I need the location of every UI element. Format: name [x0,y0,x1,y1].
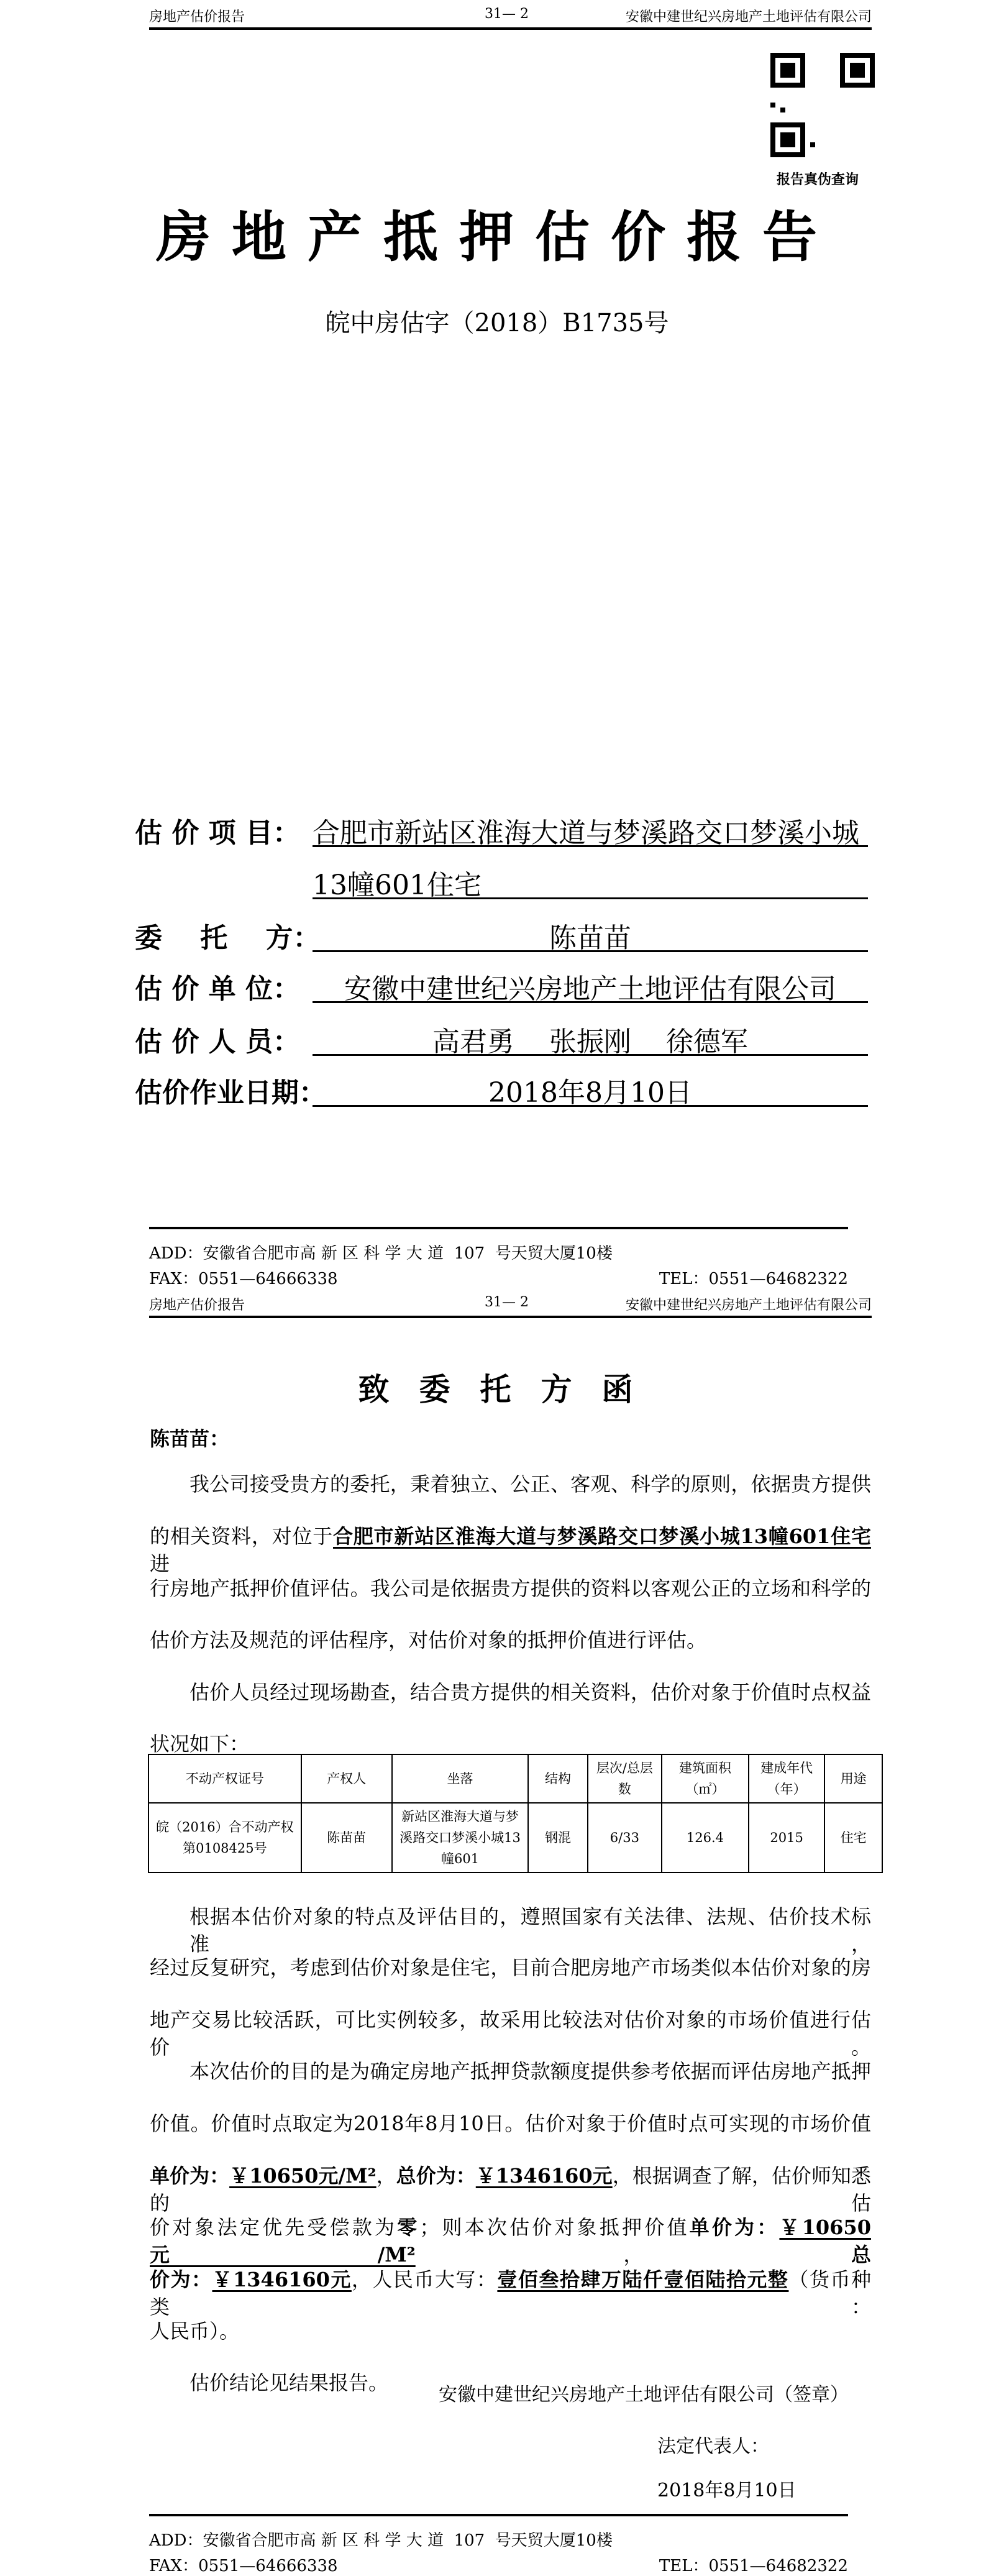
header-page-number: 31— 2 [485,6,529,22]
text-run: ，根据调查了解，估价师知悉的估 [150,2164,871,2215]
table-cell: 2015 [749,1803,825,1872]
paragraph-line [150,1954,871,1981]
property-table [148,1754,883,1873]
text-run: 估价方法及规范的评估程序，对估价对象的抵押价值进行评估。 [150,1628,707,1652]
table-row [148,1803,882,1872]
paragraph-line [150,2058,871,2085]
footer-divider [149,1227,848,1229]
table-cell: 皖（2016）合不动产权第0108425号 [148,1803,301,1872]
text-run: 人民币）。 [150,2319,240,2343]
header-company: 安徽中建世纪兴房地产土地评估有限公司 [625,9,872,25]
legal-representative: 法定代表人： [657,2436,769,2457]
table-cell: 陈苗苗 [301,1803,392,1872]
page-footer [149,1227,848,1287]
text-run: ，人民币大写： [351,2268,498,2291]
footer-fax: FAX：0551—64666338 [149,2557,338,2575]
paragraph-line [150,1575,871,1602]
column-header: 坐落 [392,1754,529,1803]
highlighted-value: 合肥市新站区淮海大道与梦溪路交口梦溪小城13幢601住宅 [333,1524,871,1548]
field-date [135,1070,868,1107]
table-cell: 钢混 [528,1803,587,1872]
column-header: 层次/总层数 [588,1754,662,1803]
field-label: 估 价 单 位： [135,973,300,1005]
highlighted-value: 壹佰叁拾肆万陆仟壹佰陆拾元整 [497,2268,789,2291]
column-header: 建筑面积（㎡） [662,1754,749,1803]
page-header [149,1295,872,1318]
field-value: 高君勇 张振刚 徐德军 [313,1019,868,1056]
table-cell: 新站区淮海大道与梦溪路交口梦溪小城13幢601 [392,1803,529,1872]
letter-heading: 致委托方函 [358,1371,663,1408]
text-run: 价值。价值时点取定为2018年8月10日。估价对象于价值时点可实现的市场价值 [150,2112,871,2135]
text-run: 的相关资料，对位于 [150,1524,333,1548]
field-value: 合肥市新站区淮海大道与梦溪路交口梦溪小城 [313,810,868,847]
field-project-cont [135,863,868,900]
paragraph-line [150,1523,871,1575]
paragraph-line [150,1470,871,1498]
highlighted-value: ￥1346160元 [212,2268,352,2291]
text-run: 进 [150,1552,170,1575]
text-run: 总价为： [396,2164,476,2188]
text-run: ， [376,2164,396,2188]
text-run: 估价人员经过现场勘查，结合贵方提供的相关资料，估价对象于价值时点权益 [189,1680,871,1704]
text-run: 根据本估价对象的特点及评估目的，遵照国家有关法律、法规、估价技术标准， [189,1905,871,1956]
column-header: 产权人 [301,1754,392,1803]
page-header [149,6,872,30]
text-run: ；则本次估价对象抵押价值 [419,2216,690,2239]
field-label: 估 价 项 目： [135,817,300,849]
page-footer [149,2514,848,2574]
text-run: 单价为： [689,2216,780,2239]
footer-tel: TEL：0551—64682322 [659,1270,848,1288]
salutation: 陈苗苗： [150,1427,230,1451]
report-title: 房地产抵押估价报告 [155,204,838,269]
footer-address: ADD：安徽省合肥市高 新 区 科 学 大 道 107 号天贸大厦10楼 [149,2531,613,2550]
text-run: ， [415,2243,851,2267]
paragraph-line [150,2266,871,2319]
footer-fax: FAX：0551—64666338 [149,1270,338,1288]
field-label: 委 托 方： [135,922,321,954]
paragraph-line [150,1679,871,1706]
column-header: 建成年代（年） [749,1754,825,1803]
text-run: 零 [397,2216,420,2239]
field-client [135,915,868,953]
text-run: 经过反复研究，考虑到估价对象是住宅，目前合肥房地产市场类似本估价对象的房 [150,1956,871,1979]
footer-address: ADD：安徽省合肥市高 新 区 科 学 大 道 107 号天贸大厦10楼 [149,1244,613,1263]
text-run: 估价结论见结果报告。 [189,2371,389,2395]
field-appraiser-org [135,966,868,1004]
text-run: 我公司接受贵方的委托，秉着独立、公正、客观、科学的原则，依据贵方提供 [189,1472,871,1496]
paragraph-line [150,2110,871,2137]
table-cell: 6/33 [588,1803,662,1872]
field-project [135,810,868,848]
field-value: 安徽中建世纪兴房地产土地评估有限公司 [313,966,868,1003]
header-page-number: 31— 2 [485,1295,529,1310]
text-run: 价对象法定优先受偿款为 [150,2216,398,2239]
table-cell: 住宅 [824,1803,882,1872]
letter-date: 2018年8月10日 [657,2480,797,2501]
signature: 安徽中建世纪兴房地产土地评估有限公司（签章） [439,2384,849,2406]
text-run: 状况如下： [150,1732,250,1756]
text-run: 地产交易比较活跃，可比实例较多，故采用比较法对估价对象的市场价值进行估价。 [150,2008,871,2059]
column-header: 用途 [824,1754,882,1803]
qr-caption: 报告真伪查询 [777,172,859,188]
text-run: 总 [851,2243,871,2267]
text-run: 行房地产抵押价值评估。我公司是依据贵方提供的资料以客观公正的立场和科学的 [150,1577,871,1600]
text-run: 单价为： [150,2164,230,2188]
field-label: 估 价 人 员： [135,1026,300,1058]
text-run: 本次估价的目的是为确定房地产抵押贷款额度提供参考依据而评估房地产抵押 [189,2060,871,2083]
footer-tel: TEL：0551—64682322 [659,2557,848,2575]
paragraph-line [150,2214,871,2267]
footer-divider [149,2514,848,2516]
header-left: 房地产估价报告 [149,9,245,25]
field-value: 陈苗苗 [313,915,868,952]
table-header-row [148,1754,882,1803]
column-header: 不动产权证号 [148,1754,301,1803]
text-run: （货币种类： [150,2268,871,2319]
paragraph-line [150,2317,871,2345]
header-company: 安徽中建世纪兴房地产土地评估有限公司 [625,1298,872,1313]
text-run: 价为： [150,2268,212,2291]
paragraph-line [150,2162,871,2215]
field-label: 估价作业日期： [135,1077,326,1109]
column-header: 结构 [528,1754,587,1803]
field-value: 2018年8月10日 [313,1070,868,1107]
highlighted-value: ￥1346160元 [475,2164,613,2188]
document-number: 皖中房估字（2018）B1735号 [325,309,669,337]
table-cell: 126.4 [662,1803,749,1872]
paragraph-line [150,1903,871,1956]
paragraph-line [150,2006,871,2059]
highlighted-value: ￥10650元/M² [229,2164,377,2188]
paragraph-line [150,1626,871,1654]
field-value: 13幢601住宅 [313,863,868,899]
highlighted-value: ￥10650元/M² [150,2216,871,2267]
qr-code-icon [770,53,875,157]
field-appraisers [135,1019,868,1057]
header-left: 房地产估价报告 [149,1298,245,1313]
